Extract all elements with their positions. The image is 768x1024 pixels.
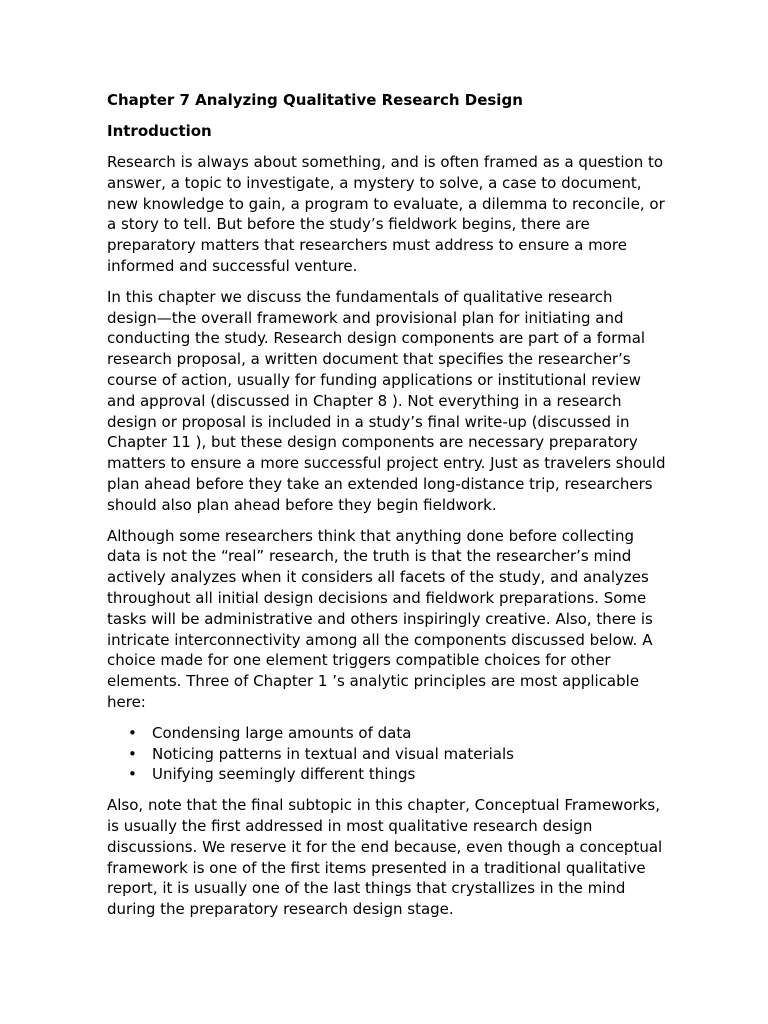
list-item (107, 744, 667, 765)
closing-paragraph: Also, note that the final subtopic in this chapter, Conceptual Frameworks, is usually the first addressed in most qualitative research design discussions. We reserve it for the end because, even though a conceptual framework is one of the first items presented in a traditional qualitative report, it is usually one of the last things that crystallizes in the mind during the preparatory research design stage. (107, 796, 663, 919)
chapter-title: Chapter 7 Analyzing Qualitative Research Design (107, 91, 523, 109)
list-item-text: Noticing patterns in textual and visual materials (152, 744, 514, 763)
paragraph-3: Although some researchers think that anything done before collecting data is not the “real” research, the truth is that the researcher’s mind actively analyzes when it considers all facets of the study, and analyzes throughout all initial design decisions and fieldwork preparations. Some tasks will be administrative and others inspiringly creative. Also, there is intricate interconnectivity among all the components discussed below. A choice made for one element triggers compatible choices for other elements. Three of Chapter 1 ’s analytic principles are most applicable here: (107, 526, 653, 711)
list-item-text: Condensing large amounts of data (152, 723, 412, 742)
bullet-icon: • (128, 723, 137, 742)
document-page (107, 90, 667, 930)
list-item-text: Unifying seemingly different things (152, 765, 416, 784)
bullet-icon: • (128, 765, 137, 784)
section-heading: Introduction (107, 122, 212, 140)
paragraph-2: In this chapter we discuss the fundamentals of qualitative research design—the overall framework and provisional plan for initiating and conducting the study. Research design components are part of a formal research proposal, a written document that specifies the researcher’s course of action, usually for funding applications or institutional review and approval (discussed in Chapter 8 ). Not everything in a research design or proposal is included in a study’s final write-up (discussed in Chapter 11 ), but these design components are necessary preparatory matters to ensure a more successful project entry. Just as travelers should plan ahead before they take an extended long-distance trip, researchers should also plan ahead before they begin fieldwork. (107, 287, 666, 514)
list-item (107, 723, 667, 744)
bullet-icon: • (128, 744, 137, 763)
list-item (107, 764, 667, 785)
bullet-list (107, 723, 667, 785)
paragraph-1: Research is always about something, and is often framed as a question to answer, a topic to investigate, a mystery to solve, a case to document, new knowledge to gain, a program to evaluate, a dilemma to reconcile, or a story to tell. But before the study’s fieldwork begins, there are preparatory matters that researchers must address to ensure a more informed and successful venture. (107, 153, 665, 275)
